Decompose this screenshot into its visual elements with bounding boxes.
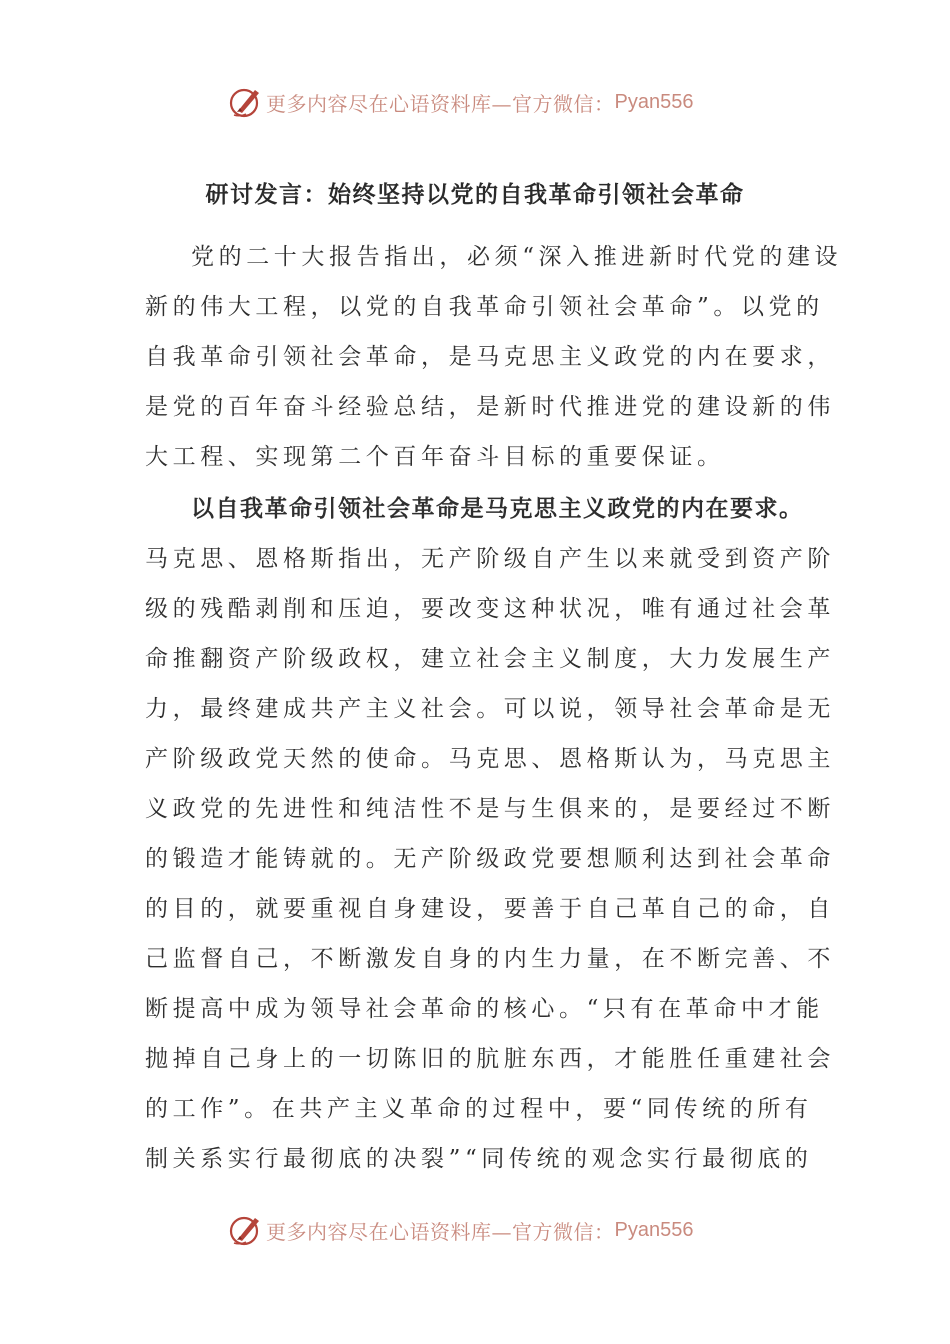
paragraph-line: 级的残酷剥削和压迫，要改变这种状况，唯有通过社会革 — [145, 596, 835, 622]
footer-banner — [228, 1210, 748, 1250]
paragraph-line: 命推翻资产阶级政权，建立社会主义制度，大力发展生产 — [145, 646, 835, 672]
section-heading: 以自我革命引领社会革命是马克思主义政党的内在要求。 — [191, 495, 804, 522]
paragraph-line: 是党的百年奋斗经验总结，是新时代推进党的建设新的伟 — [145, 394, 835, 420]
paragraph-line: 马克思、恩格斯指出，无产阶级自产生以来就受到资产阶 — [145, 546, 835, 572]
document-body — [145, 232, 843, 1184]
paragraph-line: 大工程、实现第二个百年奋斗目标的重要保证。 — [145, 444, 725, 470]
paragraph-line: 的工作”。在共产主义革命的过程中，要“同传统的所有 — [145, 1096, 813, 1122]
paragraph-line: 制关系实行最彻底的决裂”“同传统的观念实行最彻底的 — [145, 1146, 813, 1172]
paragraph-line: 义政党的先进性和纯洁性不是与生俱来的，是要经过不断 — [145, 796, 835, 822]
paragraph-line: 的目的，就要重视自身建设，要善于自己革自己的命，自 — [145, 896, 835, 922]
wechat-id: Pyan556 — [614, 1218, 694, 1241]
paragraph-line: 产阶级政党天然的使命。马克思、恩格斯认为，马克思主 — [145, 746, 835, 772]
banner-text: 更多内容尽在心语资料库—官方微信： — [266, 91, 615, 116]
paragraph-line: 断提高中成为领导社会革命的核心。“只有在革命中才能 — [145, 996, 824, 1022]
paragraph-line: 党的二十大报告指出，必须“深入推进新时代党的建设 — [191, 244, 843, 270]
paragraph-line: 自我革命引领社会革命，是马克思主义政党的内在要求， — [145, 344, 835, 370]
paragraph-line: 的锻造才能铸就的。无产阶级政党要想顺利达到社会革命 — [145, 846, 835, 872]
document-title: 研讨发言：始终坚持以党的自我革命引领社会革命 — [205, 181, 745, 208]
paragraph-line: 新的伟大工程，以党的自我革命引领社会革命”。以党的 — [145, 294, 824, 320]
wechat-id: Pyan556 — [614, 90, 694, 113]
quill-pen-logo-icon — [228, 84, 264, 120]
banner-text: 更多内容尽在心语资料库—官方微信： — [266, 1219, 615, 1244]
quill-pen-logo-icon — [228, 1212, 264, 1248]
paragraph-line: 抛掉自己身上的一切陈旧的肮脏东西，才能胜任重建社会 — [145, 1046, 835, 1072]
paragraph-line: 力，最终建成共产主义社会。可以说，领导社会革命是无 — [145, 696, 835, 722]
header-banner — [228, 82, 748, 122]
paragraph-line: 己监督自己，不断激发自身的内生力量，在不断完善、不 — [145, 946, 835, 972]
